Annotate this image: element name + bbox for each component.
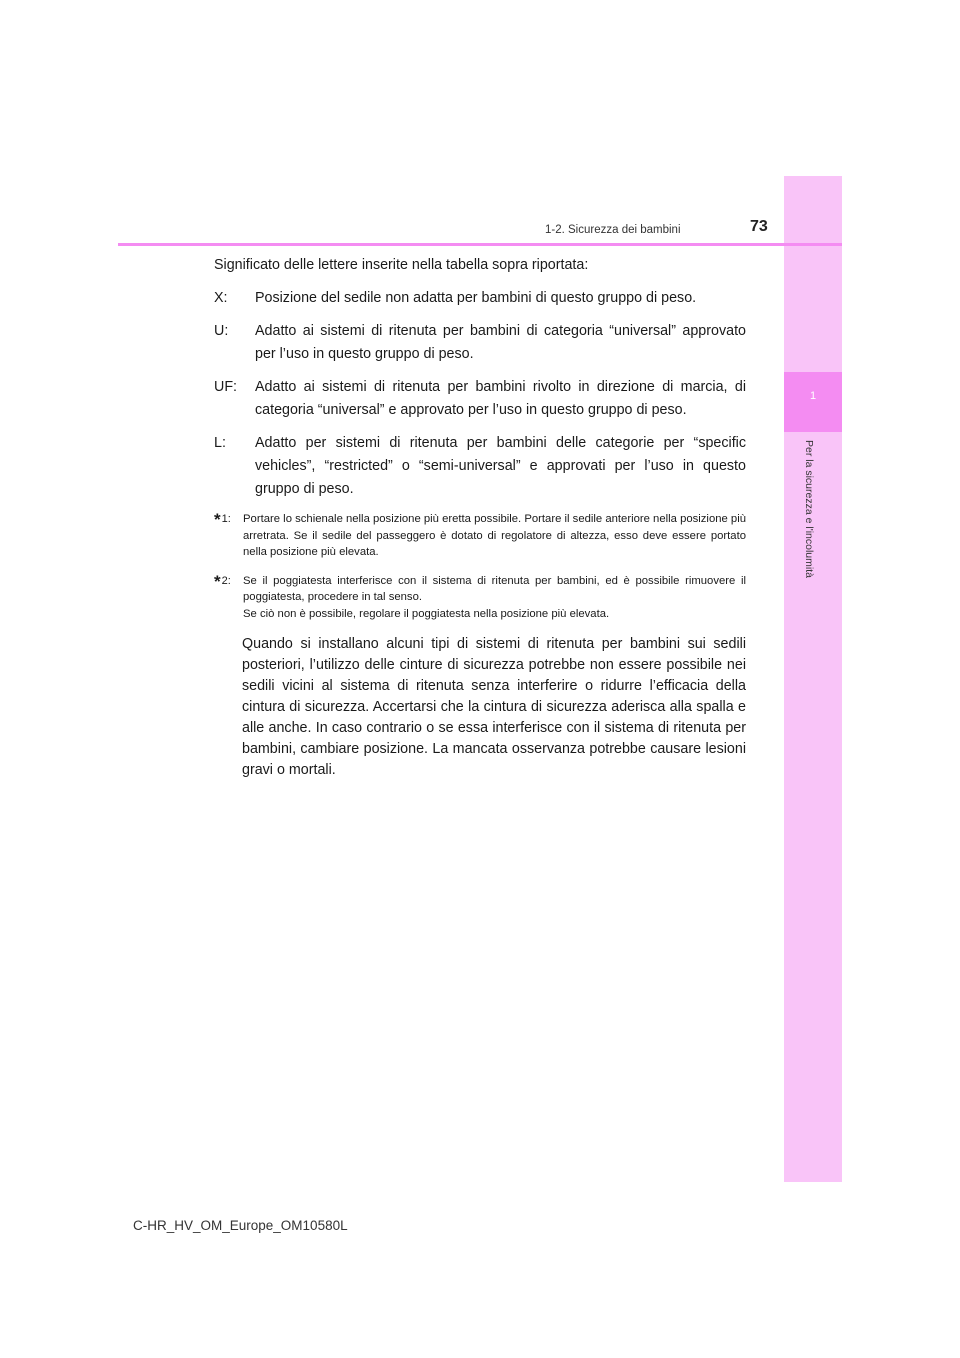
definition-item	[214, 376, 746, 422]
footnote-text: Se il poggiatesta interferisce con il sistema di ritenuta per bambini, ed è possibile rimuovere il poggiatesta, procedere in tal senso.	[243, 574, 746, 603]
asterisk-icon: *	[214, 510, 221, 529]
document-code: C-HR_HV_OM_Europe_OM10580L	[133, 1218, 348, 1233]
definition-item	[214, 320, 746, 366]
chapter-tab-highlight	[784, 372, 842, 432]
definition-key: X:	[214, 290, 228, 306]
asterisk-icon: *	[214, 571, 221, 591]
definition-text: Posizione del sedile non adatta per bambini di questo gruppo di peso.	[255, 290, 697, 306]
definition-key: L:	[214, 435, 226, 451]
warning-text: Quando si installano alcuni tipi di sistemi di ritenuta per bambini sui sedili posteriori, l’utilizzo delle cinture di sicurezza potrebbe non essere possibile nei sedili vicini al sistema di ritenuta senza interferire o ridurre l’efficacia della cintura di sicurezza. Accertarsi che la cintura di sicurezza aderisca alla spalla e alle anche. In caso contrario o se essa interferisce con il sistema di ritenuta per bambini, cambiare posizione. La mancata osservanza potrebbe causare lesioni gravi o mortali.	[242, 636, 746, 778]
footnote-mark	[214, 511, 231, 529]
chapter-label: Per la sicurezza e l'incolumità	[803, 440, 815, 578]
definition-text: Adatto ai sistemi di ritenuta per bambini rivolto in direzione di marcia, di categoria “universal” e approvato per l’uso in questo gruppo di peso.	[255, 379, 746, 418]
footnote-text-continued: Se ciò non è possibile, regolare il poggiatesta nella posizione più elevata.	[243, 607, 610, 620]
intro-text: Significato delle lettere inserite nella tabella sopra riportata:	[214, 257, 589, 273]
definition-item	[214, 287, 746, 310]
footnote	[214, 511, 746, 561]
definition-item	[214, 432, 746, 501]
main-content	[214, 254, 746, 781]
footnote-mark	[214, 573, 231, 591]
footnote-number: 1:	[221, 513, 231, 525]
definition-key: UF:	[214, 379, 238, 395]
definition-key: U:	[214, 323, 229, 339]
section-title: 1-2. Sicurezza dei bambini	[545, 224, 681, 236]
chapter-number: 1	[809, 390, 817, 402]
header-rule	[118, 243, 842, 246]
footnote	[214, 573, 746, 623]
definition-text: Adatto per sistemi di ritenuta per bambini delle categorie per “specific vehicles”, “restricted” o “semi-universal” e approvati per l’uso in questo gruppo di peso.	[255, 435, 746, 497]
footnote-text: Portare lo schienale nella posizione più eretta possibile. Portare il sedile anteriore nella posizione più arretrata. Se il sedile del passeggero è dotato di regolatore di altezza, esso deve essere portato nella posizione più elevata.	[243, 513, 747, 558]
page-number: 73	[750, 218, 768, 235]
side-tab	[784, 176, 842, 1182]
definition-text: Adatto ai sistemi di ritenuta per bambini di categoria “universal” approvato per l’uso in questo gruppo di peso.	[255, 323, 746, 362]
footnote-number: 2:	[221, 574, 231, 587]
